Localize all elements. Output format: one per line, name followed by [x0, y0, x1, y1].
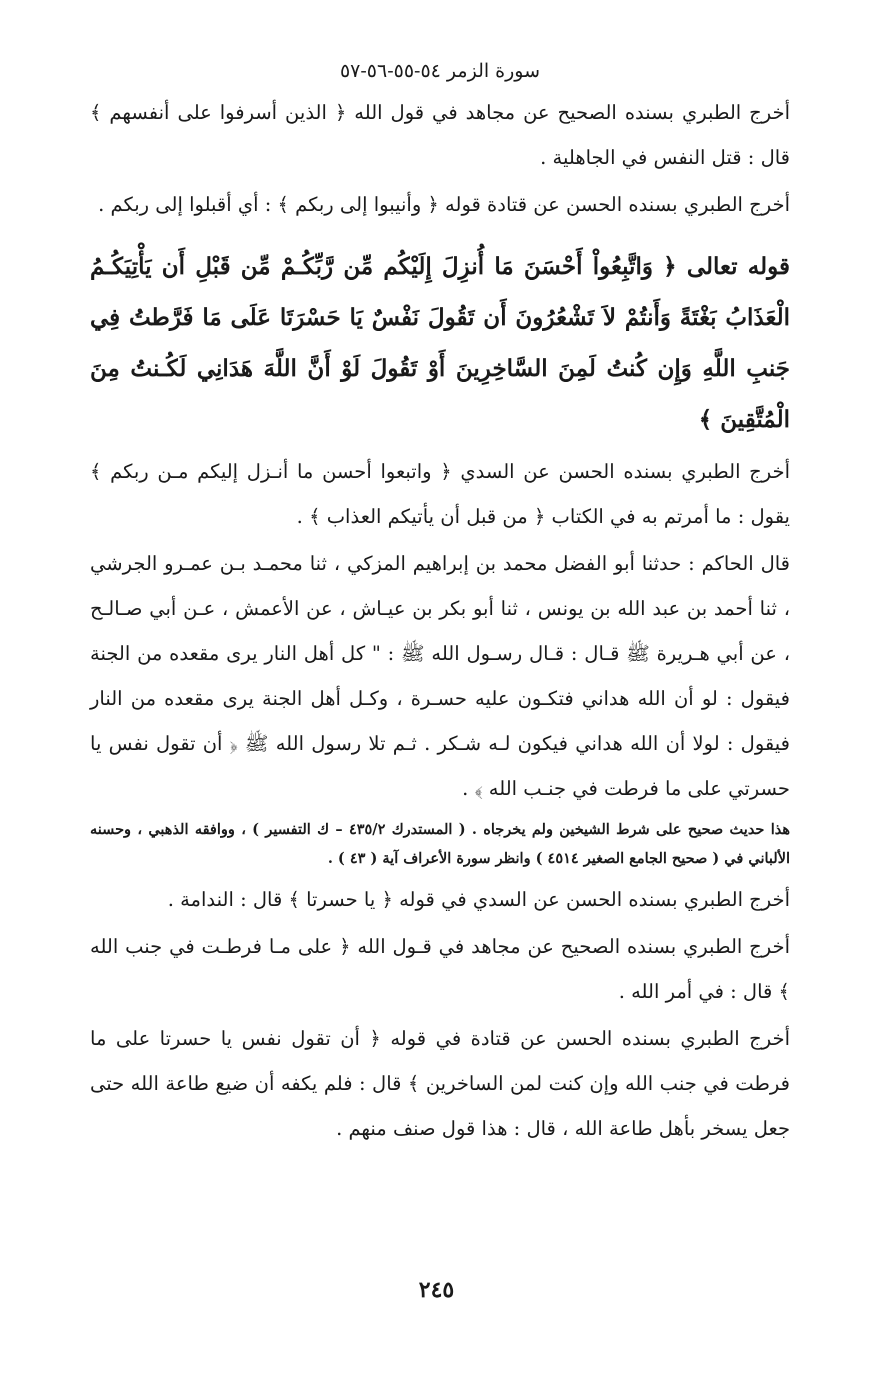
hadith-grading-note: هذا حديث صحيح على شرط الشيخين ولم يخرجاه . ( المستدرك ٤٣٥/٢ – ك التفسير ) ، ووافقه الذهبي ، وحسنه الألباني في ( صحيح الجامع الصغير ٤٥١٤ ) وانظر سورة الأعراف آية ( ٤٣ ) .: [90, 821, 790, 867]
tafsir-paragraph-3: أخرج الطبري بسنده الحسن عن السدي ﴿ واتبعوا أحسن ما أنـزل إليكم مـن ربكم ﴾ يقول : ما أمرتم به في الكتاب ﴿ من قبل أن يأتيكم العذاب ﴾ .: [90, 460, 790, 528]
tafsir-paragraph-1: أخرج الطبري بسنده الصحيح عن مجاهد في قول الله ﴿ الذين أسرفوا على أنفسهم ﴾ قال : قتل النفس في الجاهلية .: [90, 101, 790, 169]
tafsir-paragraph-6: أخرج الطبري بسنده الحسن عن قتادة في قوله ﴿ أن تقول نفس يا حسرتا على ما فرطت في جنب الله وإن كنت لمن الساخرين ﴾ قال : فلم يكفه أن ضيع طاعة الله حتى جعل يسخر بأهل طاعة الله ، قال : هذا قول صنف منهم .: [90, 1027, 790, 1140]
hadith-paragraph: قال الحاكم : حدثنا أبو الفضل محمد بن إبراهيم المزكي ، ثنا محمـد بـن عمـرو الجرشي ، ثنا أحمد بن عبد الله بن يونس ، ثنا أبو بكر بن عيـاش ، عن الأعمش ، عـن أبي صـالـح ، عن أبي هـريرة ﷺ قـال : قـال رسـول الله ﷺ : " كل أهل النار يرى مقعده من الجنة فيقول : لو أن الله هداني فتكـون عليه حسـرة ، وكـل أهل الجنة يرى مقعده من النار فيقول : لولا أن الله هداني فيكون لـه شـكر . ثـم تلا رسول الله ﷺ ﴿ أن تقول نفس يا حسرتي على ما فرطت في جنـب الله ﴾ .: [90, 552, 790, 800]
page-number: ٢٤٥: [418, 1277, 455, 1303]
running-title: سورة الزمر ٥٤-٥٥-٥٦-٥٧: [339, 60, 541, 82]
quran-verse: قوله تعالى ﴿ وَاتَّبِعُواْ أَحْسَنَ مَا أُنزِلَ إِلَيْكُم مِّن رَّبِّكُـمْ مِّن قَبْلِ أَن يَأْتِيَكُـمُ الْعَذَابُ بَغْتَةً وَأَنتُمْ لاَ تَشْعُرُونَ أَن تَقُولَ نَفْسٌ يَا حَسْرَتَا عَلَى مَا فَرَّطتُ فِي جَنبِ اللَّهِ وَإِن كُنتُ لَمِنَ السَّاخِرِينَ أَوْ تَقُولَ لَوْ أَنَّ اللَّهَ هَدَانِي لَكُـنتُ مِنَ الْمُتَّقِينَ ﴾: [90, 253, 790, 433]
tafsir-paragraph-4: أخرج الطبري بسنده الحسن عن السدي في قوله ﴿ يا حسرتا ﴾ قال : الندامة .: [167, 888, 790, 911]
tafsir-paragraph-2: أخرج الطبري بسنده الحسن عن قتادة قوله ﴿ وأنيبوا إلى ربكم ﴾ : أي أقبلوا إلى ربكم .: [98, 193, 790, 216]
tafsir-paragraph-5: أخرج الطبري بسنده الصحيح عن مجاهد في قـول الله ﴿ على مـا فرطـت في جنب الله ﴾ قال : في أمر الله .: [90, 935, 790, 1003]
book-page: [90, 60, 790, 1151]
